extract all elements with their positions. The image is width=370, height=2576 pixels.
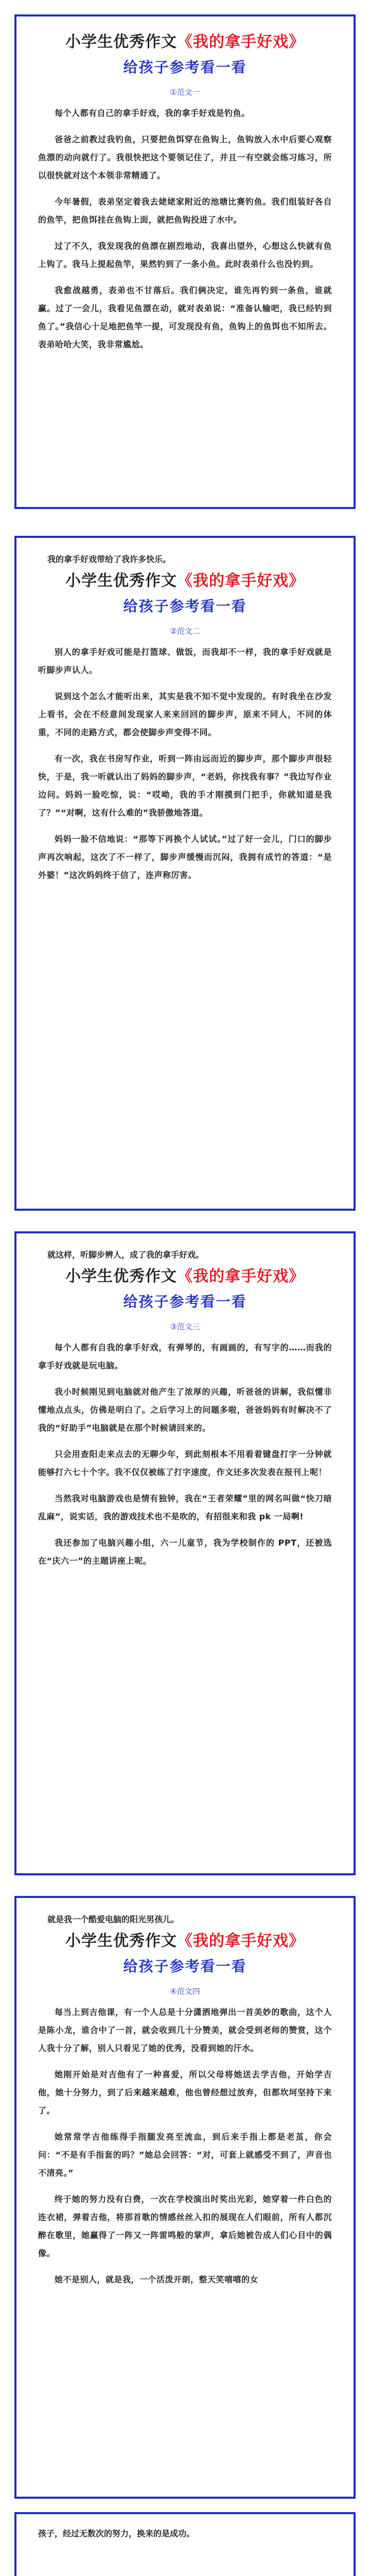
essay-paragraph: 每当上到吉他课，有一个人总是十分潇洒地弹出一首美妙的歌曲，这个人是陈小龙，谁合中了一首，就会收到几十分赞美，就会受到老师的赞赏，这个人我十分了解，别人只看见了她的优秀，没看到她的汗水。	[38, 2007, 332, 2053]
essay-paragraph: 妈妈一脸不信地说：“那等下再换个人试试。”过了好一会儿，门口的脚步声再次响起，这次了不一样了，脚步声缓慢而沉闷，我拥有成竹的答道：“是外婆！”这次妈妈终于信了，连声称厉害。	[38, 834, 332, 880]
essay-card-1	[14, 14, 356, 509]
essay-paragraph: 过了不久，我发现我的鱼漂在剧烈地动，我喜出望外，心想这么快就有鱼上钩了。我马上提起鱼竿，果然钓到了一条小鱼。此时表弟什么也没钓到。	[38, 241, 332, 269]
essay-title	[38, 31, 332, 54]
essay-subtitle: 给孩子参考看一看	[123, 59, 247, 76]
essay-card-3	[14, 1231, 356, 1875]
title-prefix: 小学生优秀作文	[65, 33, 177, 51]
essay-paragraph: 她刚开始是对吉他有了一种喜爱，所以父母将她送去学吉他，开始学吉他，她十分努力，到了后来越来越难，他也曾经想过放弃，但都坎坷坚持下来了。	[38, 2070, 332, 2115]
essay-lead-text: 就是我一个酷爱电脑的阳光男孩儿。	[47, 1914, 180, 1924]
essay-paragraph: 有一次，我在书房写作业，听到一阵由远而近的脚步声，那个脚步声很轻快，于是，我一听就认出了妈妈的脚步声，“老妈，你找我有事？”我边写作业边问。妈妈一脸吃惊，说：“哎呦，我的手才刚摸到门把手，你就知道是我了？”“对啊，这有什么难的”我骄傲地答道。	[38, 754, 332, 818]
essay-paragraph: 当然我对电脑游戏也是情有独钟，我在“王者荣耀”里的网名叫做“快刀暗乱麻”，说实话，我的游戏技术也不是吹的，有招很来和我 pk 一局啊!	[38, 1494, 332, 1521]
essay-paragraph: 她常常学吉他练得手指腿发亮至流血，到后来手指上都是老茧，你会问：“不是有手指套的吗？”她总会回答：“对，可套上就感受不到了，声音也不清亮。”	[38, 2132, 332, 2178]
essay-paragraph: 爸爸之前教过我钓鱼，只要把鱼饵穿在鱼钩上，鱼钩放入水中后要心观察鱼漂的动向就行了。我很快把这个要领记住了，并且一有空就会练习练习，所以很快就对这个本领非常精通了。	[38, 134, 332, 180]
essay-card-2	[14, 536, 356, 1211]
essay-subtitle: 给孩子参考看一看	[123, 598, 247, 615]
title-highlight: 《我的拿手好戏》	[177, 572, 305, 590]
essay-paragraph: 只会用查阳走来点去的无聊少年，到此刻根本不用看着键盘打字一分钟就能够打六七十个字。我不仅仅被练了打字速度，作文还多次发表在报刊上呢！	[38, 1449, 332, 1477]
title-prefix: 小学生优秀作文	[65, 1267, 177, 1285]
essay-paragraph: 我小时候刚见到电脑就对他产生了浓厚的兴趣，听爸爸的讲解，我似懂非懂地点点头，仿佛是明白了。之后学习上的问题多啦，爸爸妈妈有时解决不了我的“好助手”电脑就是在那个时候请回来的。	[38, 1387, 332, 1433]
essay-paragraph: 每个人都有自我的拿手好戏，有弹琴的，有画画的，有写字的……而我的拿手好戏就是玩电脑。	[38, 1343, 332, 1370]
essay-subtitle: 给孩子参考看一看	[123, 1293, 247, 1310]
title-highlight: 《我的拿手好戏》	[177, 1267, 305, 1285]
title-prefix: 小学生优秀作文	[65, 1932, 177, 1950]
essay-paragraph: 我还参加了电脑兴趣小组，六一儿童节，我为学校制作的 PPT，还被选在“庆六一”的主题讲座上呢。	[38, 1538, 332, 1566]
essay-paragraph: 别人的拿手好戏可能是打篮球、做饭，而我却不一样，我的拿手好戏就是听脚步声认人。	[38, 647, 332, 675]
essay-subtitle: 给孩子参考看一看	[123, 1958, 247, 1975]
essay-paragraph: 今年暑假，表弟坚定着我去姥姥家附近的池塘比赛钓鱼。我们组装好各自的鱼竿，把鱼饵挂在鱼钩上面，就把鱼钩投进了水中。	[38, 197, 332, 225]
essay-tag: ④范文四	[170, 1987, 200, 1996]
essay-tag: ③范文三	[170, 1322, 200, 1331]
essay-paragraph: 终于她的努力没有白费，一次在学校演出时奖出光彩，她穿着一件白色的连衣裙，弹着吉他，将那首歌的情感丝丝入扣的展现在人们眼前，所有人都沉醉在歌里，她赢得了一阵又一阵雷鸣般的掌声，拿后她被告成人们心目中的偶像。	[38, 2194, 332, 2258]
essay-lead-text: 就这样，听脚步辨人，成了我的拿手好戏。	[47, 1250, 204, 1260]
essay-paragraph: 说到这个怎么才能听出来，其实是我不知不觉中发现的。有时我坐在沙发上看书，会在不经意间发现家人来来回回的脚步声，原来不同人，不同的体重，不同的走路方式，都会使脚步声变得不同。	[38, 691, 332, 737]
title-highlight: 《我的拿手好戏》	[177, 1932, 305, 1950]
closing-text: 孩子，经过无数次的努力，换来的是成功。	[38, 2529, 195, 2538]
essay-title	[38, 1265, 332, 1288]
essay-paragraph: 我愈战越勇，表弟也不甘落后。我们俩决定，谁先再钓到一条鱼，谁就赢。过了一会儿，我看见鱼漂在动，就对表弟说：“准备认输吧，我已经钓到鱼了。”我信心十足地把鱼竿一提，可发现没有鱼，鱼钩上的鱼饵也不知所去。表弟哈哈大笑，我非常尴尬。	[38, 285, 332, 349]
essay-card-4	[14, 1896, 356, 2499]
essay-lead-text: 我的拿手好戏带给了我许多快乐。	[47, 554, 171, 564]
essay-tag: ①范文一	[170, 88, 200, 97]
essay-paragraph: 她不是别人，就是我，一个活泼开朗，整天笑嘻嘻的女	[55, 2275, 259, 2284]
title-prefix: 小学生优秀作文	[65, 572, 177, 590]
closing-card	[14, 2512, 356, 2576]
essay-paragraph: 每个人都有自己的拿手好戏，我的拿手好戏是钓鱼。	[55, 108, 250, 118]
essay-title	[38, 1930, 332, 1953]
essay-title	[38, 570, 332, 592]
title-highlight: 《我的拿手好戏》	[177, 33, 305, 51]
essay-tag: ②范文二	[170, 626, 200, 636]
